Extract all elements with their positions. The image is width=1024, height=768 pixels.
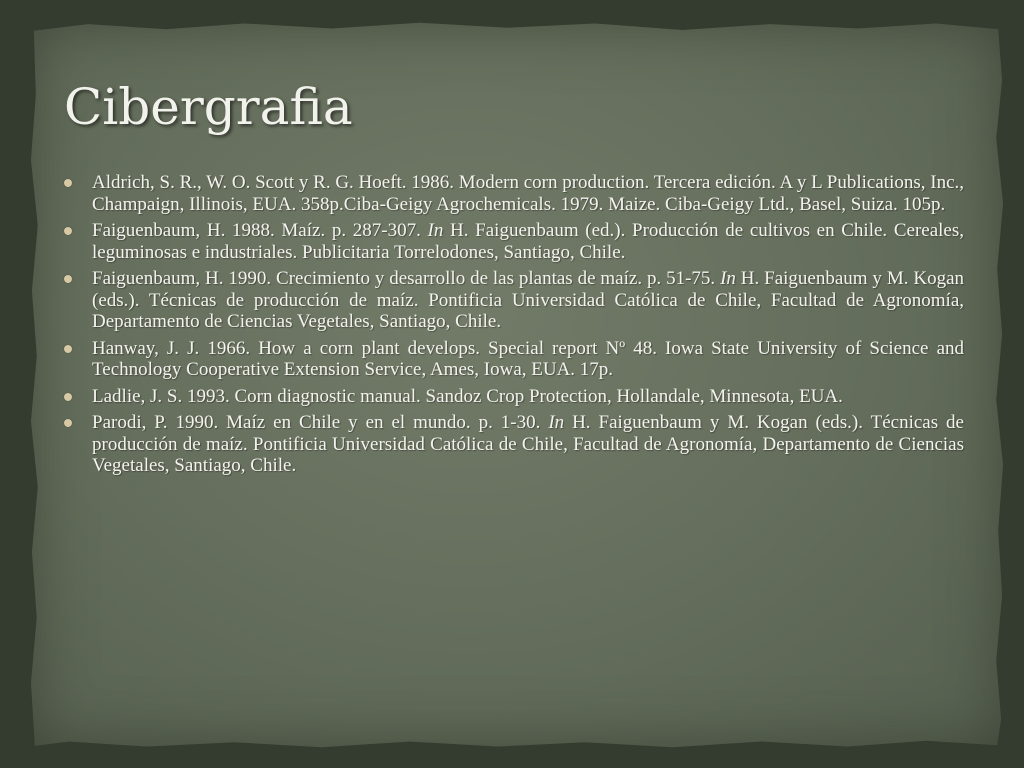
- bullet-icon: [64, 393, 72, 401]
- reference-italic: In: [427, 220, 444, 241]
- slide-title: Cibergrafia: [64, 78, 353, 136]
- bullet-icon: [64, 419, 72, 427]
- reference-text-rest: H. Faiguenbaum (ed.). Producción de cultivos en Chile. Cereales, leguminosas e industriales. Publicitaria Torrelodones, Santiago, Chile.: [92, 220, 964, 263]
- reference-item: [64, 338, 964, 381]
- reference-text-rest: H. Faiguenbaum y M. Kogan (eds.). Técnicas de producción de maíz. Pontificia Universidad Católica de Chile, Facultad de Agronomía, Departamento de Ciencias Vegetales, Santiago, Chile.: [92, 412, 964, 476]
- reference-list: [64, 172, 964, 482]
- reference-italic: In: [720, 268, 736, 289]
- bullet-icon: [64, 227, 72, 235]
- reference-text: Hanway, J. J. 1966. How a corn plant develops. Special report Nº 48. Iowa State University of Science and Technology Cooperative Extension Service, Ames, Iowa, EUA. 17p.: [92, 337, 964, 380]
- reference-text: Faiguenbaum, H. 1988. Maíz. p. 287-307.: [92, 220, 428, 241]
- reference-item: [64, 412, 964, 477]
- reference-item: [64, 386, 964, 408]
- reference-text: Aldrich, S. R., W. O. Scott y R. G. Hoeft. 1986. Modern corn production. Tercera edición. A y L Publications, Inc., Champaign, Illinois, EUA. 358p.Ciba-Geigy Agrochemicals. 1979. Maize. Ciba-Geigy Ltd., Basel, Suiza. 105p.: [92, 172, 965, 215]
- reference-text: Faiguenbaum, H. 1990. Crecimiento y desarrollo de las plantas de maíz. p. 51-75.: [92, 268, 721, 289]
- reference-text-rest: H. Faiguenbaum y M. Kogan (eds.). Técnicas de producción de maíz. Pontificia Universidad Católica de Chile, Facultad de Agronomía, Departamento de Ciencias Vegetales, Santiago, Chile.: [92, 268, 964, 332]
- reference-item: [64, 268, 964, 333]
- reference-text: Ladlie, J. S. 1993. Corn diagnostic manual. Sandoz Crop Protection, Hollandale, Minnesota, EUA.: [92, 385, 843, 407]
- reference-italic: In: [548, 412, 565, 433]
- bullet-icon: [64, 275, 72, 283]
- bullet-icon: [64, 345, 72, 353]
- bullet-icon: [64, 179, 72, 187]
- reference-item: [64, 220, 964, 263]
- reference-item: [64, 172, 964, 215]
- reference-text: Parodi, P. 1990. Maíz en Chile y en el mundo. p. 1-30.: [92, 412, 549, 433]
